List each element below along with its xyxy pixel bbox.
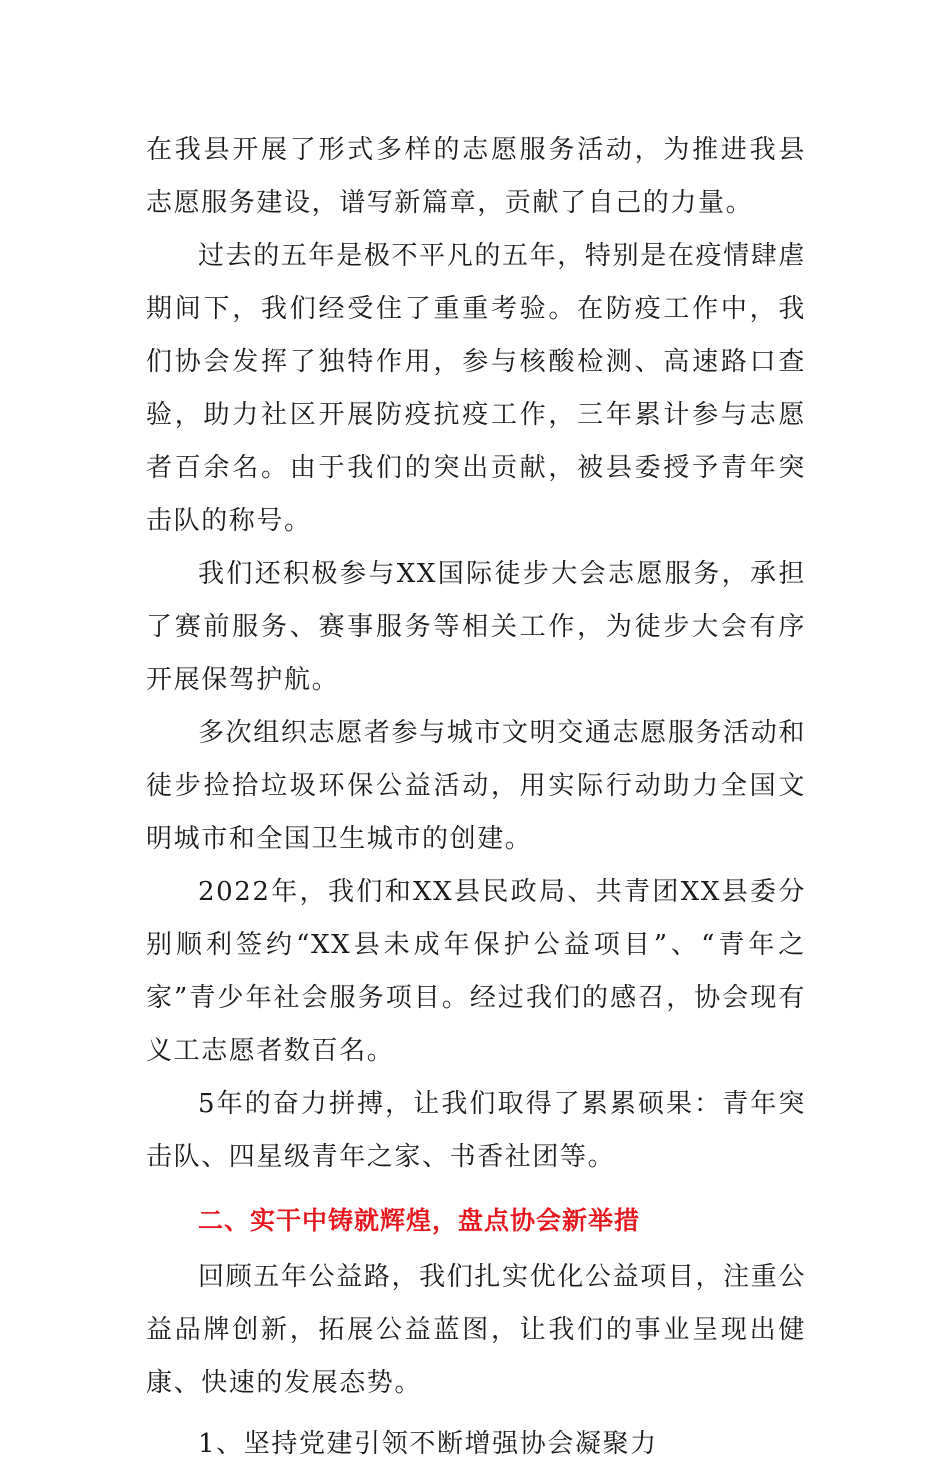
paragraph-section-intro: 回顾五年公益路，我们扎实优化公益项目，注重公益品牌创新，拓展公益蓝图，让我们的事业呈现出健康、快速的发展态势。 xyxy=(146,1262,806,1398)
paragraph-achievements: 5年的奋力拼搏，让我们取得了累累硕果：青年突击队、四星级青年之家、书香社团等。 xyxy=(146,1089,806,1172)
section-heading: 二、实干中铸就辉煌，盘点协会新举措 xyxy=(198,1206,641,1235)
document-body xyxy=(146,124,806,1471)
paragraph-pandemic: 过去的五年是极不平凡的五年，特别是在疫情肆虐期间下，我们经受住了重重考验。在防疫工作中，我们协会发挥了独特作用，参与核酸检测、高速路口查验，助力社区开展防疫抗疫工作，三年累计参与志愿者百余名。由于我们的突出贡献，被县委授予青年突击队的称号。 xyxy=(146,241,806,536)
paragraph-2022-projects: 2022年，我们和XX县民政局、共青团XX县委分别顺利签约“XX县未成年保护公益项目”、“青年之家”青少年社会服务项目。经过我们的感召，协会现有义工志愿者数百名。 xyxy=(146,877,806,1066)
paragraph-hiking-event: 我们还积极参与XX国际徒步大会志愿服务，承担了赛前服务、赛事服务等相关工作，为徒步大会有序开展保驾护航。 xyxy=(146,559,806,695)
paragraph-continuation: 在我县开展了形式多样的志愿服务活动，为推进我县志愿服务建设，谱写新篇章，贡献了自己的力量。 xyxy=(146,135,806,218)
paragraph-civilized-city: 多次组织志愿者参与城市文明交通志愿服务活动和徒步捡拾垃圾环保公益活动，用实际行动助力全国文明城市和全国卫生城市的创建。 xyxy=(146,718,806,854)
subsection-heading: 1、坚持党建引领不断增强协会凝聚力 xyxy=(198,1429,658,1459)
